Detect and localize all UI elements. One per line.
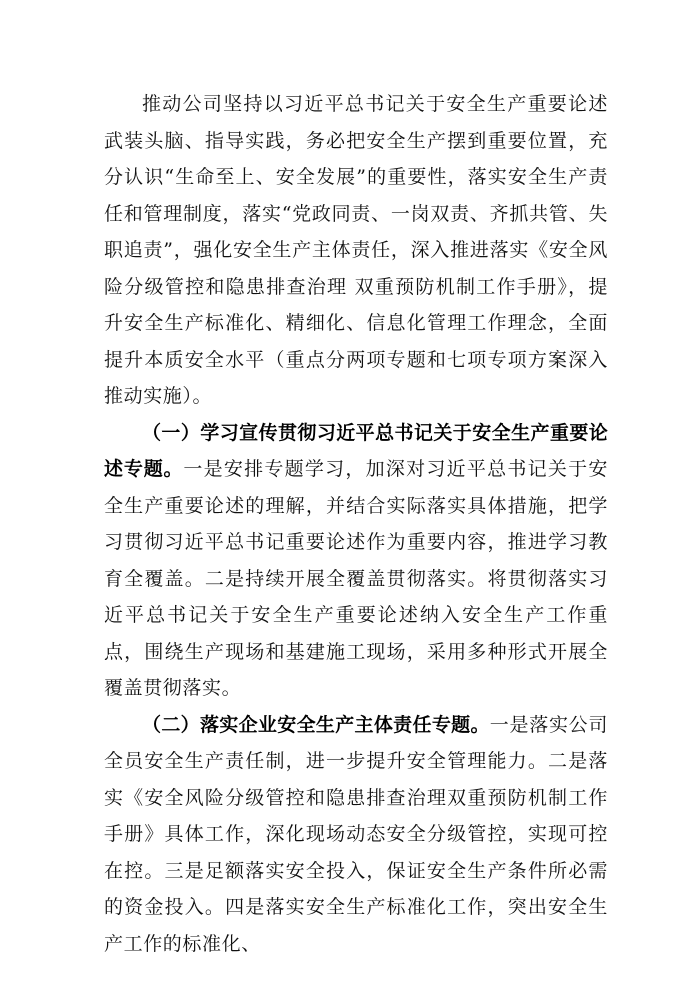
paragraph-topic-1-heading: （一）学习宣传贯彻习近平总书记关于安全生产重要论述专题。 — [104, 421, 608, 480]
paragraph-topic-1-text: 一是安排专题学习，加深对习近平总书记关于安全生产重要论述的理解，并结合实际落实具体措施，把学习贯彻习近平总书记重要论述作为重要内容，推进学习教育全覆盖。二是持续开展全覆盖贯彻落实。将贯彻落实习近平总书记关于安全生产重要论述纳入安全生产工作重点，围绕生产现场和基建施工现场，采用多种形式开展全覆盖贯彻落实。 — [104, 458, 608, 699]
paragraph-intro — [104, 86, 608, 415]
document-body — [104, 86, 608, 962]
paragraph-topic-2-text: 一是落实公司全员安全生产责任制，进一步提升安全管理能力。二是落实《安全风险分级管控和隐患排查治理双重预防机制工作手册》具体工作，深化现场动态安全分级管控，实现可控在控。三是足额落实安全投入，保证安全生产条件所必需的资金投入。四是落实安全生产标准化工作，突出安全生产工作的标准化、 — [104, 713, 608, 955]
paragraph-topic-1 — [104, 415, 608, 707]
paragraph-topic-2 — [104, 707, 608, 963]
paragraph-topic-2-heading: （二）落实企业安全生产主体责任专题。 — [142, 713, 490, 736]
paragraph-intro-text: 推动公司坚持以习近平总书记关于安全生产重要论述武装头脑、指导实践，务必把安全生产摆到重要位置，充分认识“生命至上、安全发展”的重要性，落实安全生产责任和管理制度，落实“党政同责、一岗双责、齐抓共管、失职追责”，强化安全生产主体责任，深入推进落实《安全风险分级管控和隐患排查治理 双重预防机制工作手册》，提升安全生产标准化、精细化、信息化管理工作理念，全面提升本质安全水平（重点分两项专题和七项专项方案深入推动实施）。 — [104, 93, 608, 407]
